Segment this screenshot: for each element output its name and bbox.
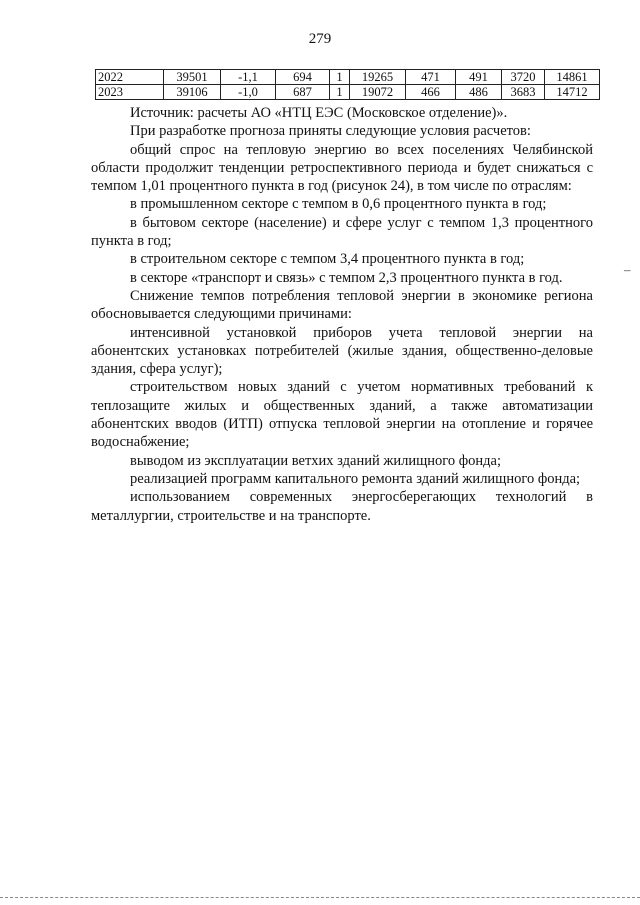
table-cell: 1 — [330, 85, 350, 100]
table-cell: 14712 — [545, 85, 600, 100]
table-cell: 486 — [456, 85, 502, 100]
table-cell-year: 2023 — [96, 85, 164, 100]
table-cell: 491 — [456, 70, 502, 85]
list-item: реализацией программ капитального ремонта зданий жилищного фонда; — [130, 470, 581, 487]
table-cell: 694 — [276, 70, 330, 85]
table-cell: 19072 — [350, 85, 406, 100]
page-number: 279 — [308, 31, 332, 47]
list-item: использованием современных энергосберегающих технологий в металлургии, строительстве и на транспорте. — [91, 489, 593, 524]
table-cell: 687 — [276, 85, 330, 100]
list-item: интенсивной установкой приборов учета тепловой энергии на абонентских установках потребителей (жилые здания, общественно-деловые здания, сфера услуг); — [91, 324, 593, 378]
data-table — [95, 69, 600, 100]
table-cell: 3720 — [502, 70, 545, 85]
list-item: выводом из эксплуатации ветхих зданий жилищного фонда; — [130, 452, 502, 469]
table-cell: 1 — [330, 70, 350, 85]
list-item: в секторе «транспорт и связь» с темпом 2,3 процентного пункта в год. — [130, 269, 563, 286]
paragraph: При разработке прогноза приняты следующие условия расчетов: — [130, 123, 531, 140]
table-cell: 19265 — [350, 70, 406, 85]
bottom-divider — [0, 897, 640, 898]
table-cell: 471 — [406, 70, 456, 85]
body-text — [91, 104, 593, 525]
list-item: в бытовом секторе (население) и сфере услуг с темпом 1,3 процентного пункта в год; — [91, 214, 593, 250]
table-row — [96, 85, 600, 100]
list-item: в промышленном секторе с темпом в 0,6 процентного пункта в год; — [130, 196, 547, 213]
paragraph: общий спрос на тепловую энергию во всех поселениях Челябинской области продолжит тенденции ретроспективного периода и будет снижаться с темпом 1,01 процентного пункта в год (рисунок 24), в том числе по отраслям: — [91, 141, 593, 195]
paragraph: Снижение темпов потребления тепловой энергии в экономике региона обосновывается следующими причинами: — [91, 287, 593, 323]
table-cell: 466 — [406, 85, 456, 100]
list-item: в строительном секторе с темпом 3,4 процентного пункта в год; — [130, 251, 525, 268]
table-cell: -1,1 — [221, 70, 276, 85]
table-cell: 39106 — [164, 85, 221, 100]
table-cell: 39501 — [164, 70, 221, 85]
margin-mark: – — [624, 262, 631, 277]
table-cell: 14861 — [545, 70, 600, 85]
table-body — [96, 70, 600, 100]
table-row — [96, 70, 600, 85]
list-item: строительством новых зданий с учетом нормативных требований к теплозащите жилых и общественных зданий, а также автоматизации абонентских вводов (ИТП) отпуска тепловой энергии на отопление и горячее водоснабжение; — [91, 379, 593, 451]
table-cell: -1,0 — [221, 85, 276, 100]
table-cell-year: 2022 — [96, 70, 164, 85]
source-note: Источник: расчеты АО «НТЦ ЕЭС (Московское отделение)». — [130, 105, 508, 121]
table-cell: 3683 — [502, 85, 545, 100]
